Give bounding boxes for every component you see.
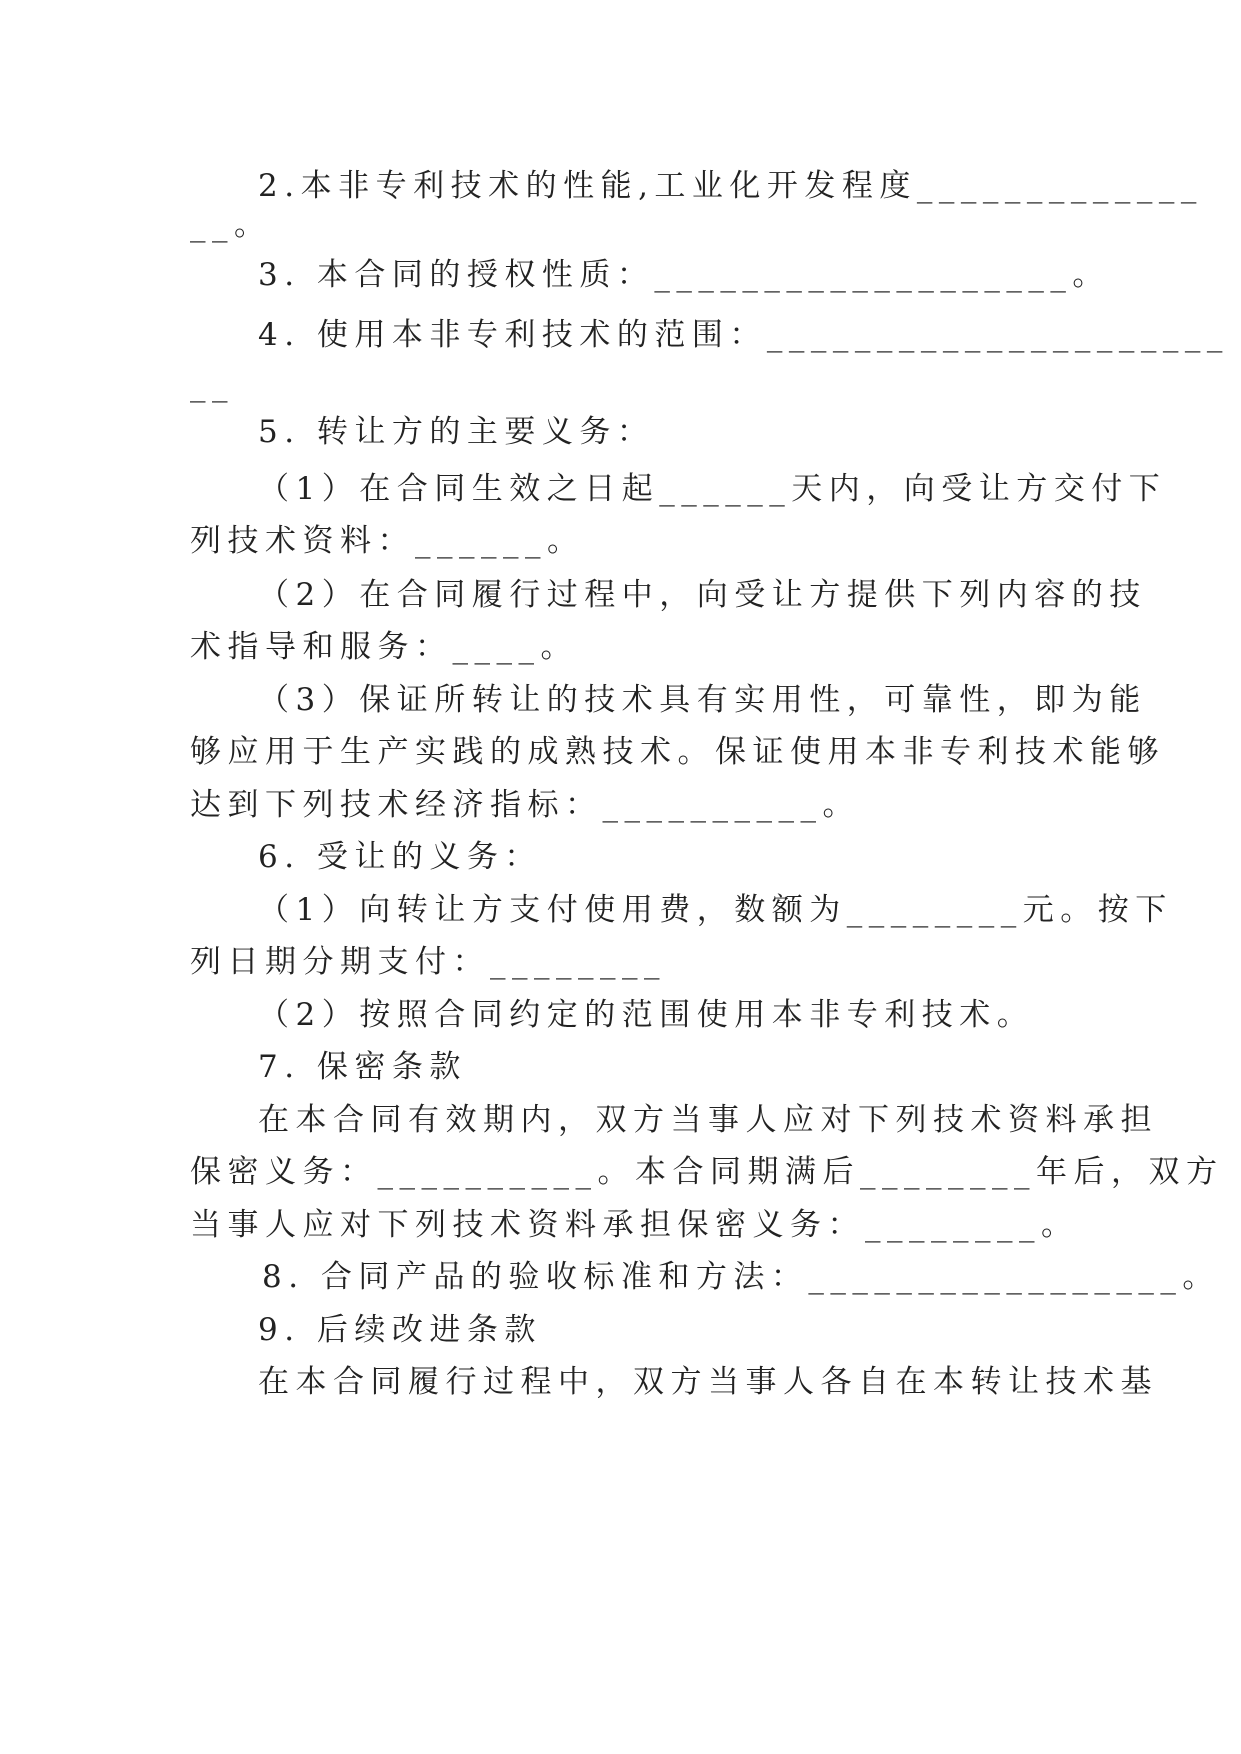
clause-2-line-1: 2.本非专利技术的性能,工业化开发程度_____________ (258, 168, 1203, 204)
clause-4-line-2: __ (190, 367, 234, 403)
clause-5-3-line-2: 够应用于生产实践的成熟技术。保证使用本非专利技术能够 (190, 734, 1165, 770)
clause-7-line-2: 保密义务：__________。本合同期满后________年后，双方 (190, 1154, 1224, 1190)
clause-7-line-1: 在本合同有效期内，双方当事人应对下列技术资料承担 (258, 1102, 1158, 1138)
clause-5-3-line-3: 达到下列技术经济指标：__________。 (190, 787, 860, 823)
clause-5-1-line-2: 列技术资料：______。 (190, 523, 585, 559)
clause-5-1-line-1: （1）在合同生效之日起______天内，向受让方交付下 (258, 471, 1167, 507)
clause-6-heading: 6. 受让的义务： (258, 839, 542, 875)
clause-2-line-2: __。 (190, 207, 272, 243)
clause-8: 8. 合同产品的验收标准和方法：_________________。 (262, 1259, 1220, 1295)
clause-6-1-line-1: （1）向转让方支付使用费，数额为________元。按下 (258, 892, 1173, 928)
clause-4-line-1: 4. 使用本非专利技术的范围：_____________________ (258, 317, 1229, 353)
clause-6-2: （2）按照合同约定的范围使用本非专利技术。 (258, 997, 1035, 1033)
clause-7-line-3: 当事人应对下列技术资料承担保密义务：________。 (190, 1207, 1079, 1243)
clause-9-heading: 9. 后续改进条款 (258, 1312, 542, 1348)
clause-5-heading: 5. 转让方的主要义务： (258, 414, 655, 450)
clause-5-2-line-2: 术指导和服务：____。 (190, 629, 578, 665)
clause-5-2-line-1: （2）在合同履行过程中，向受让方提供下列内容的技 (258, 577, 1147, 613)
clause-6-1-line-2: 列日期分期支付：________ (190, 944, 666, 980)
clause-9-line-1: 在本合同履行过程中，双方当事人各自在本转让技术基 (258, 1364, 1158, 1400)
clause-3: 3. 本合同的授权性质：___________________。 (258, 257, 1110, 293)
clause-7-heading: 7. 保密条款 (258, 1049, 467, 1085)
clause-5-3-line-1: （3）保证所转让的技术具有实用性，可靠性，即为能 (258, 682, 1147, 718)
